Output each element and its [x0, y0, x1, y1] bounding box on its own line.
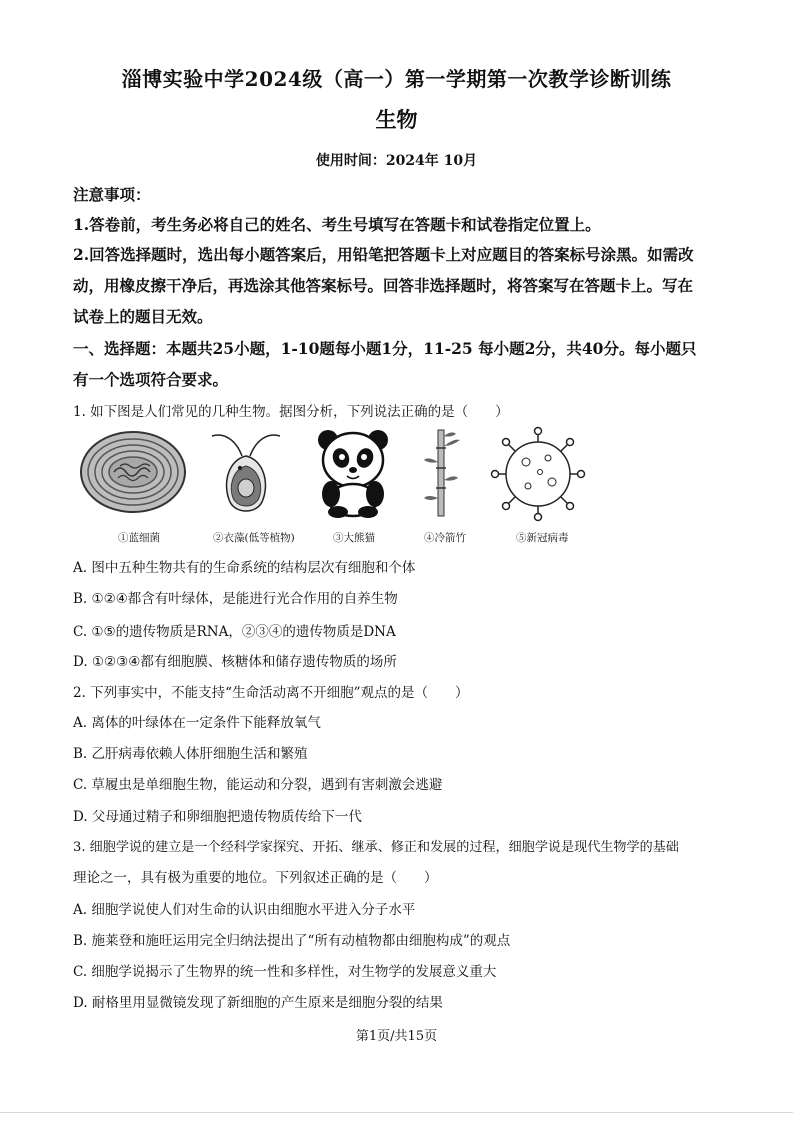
question-2-option-d: D. 父母通过精子和卵细胞把遗传物质传给下一代 — [73, 809, 362, 825]
question-2-option-a: A. 离体的叶绿体在一定条件下能释放氧气 — [73, 715, 321, 731]
question-1-figure — [78, 426, 618, 526]
question-1-option-c: C. ①⑤的遗传物质是RNA，②③④的遗传物质是DNA — [73, 624, 396, 640]
question-1-option-d: D. ①②③④都有细胞膜、核糖体和储存遗传物质的场所 — [73, 654, 397, 670]
use-time: 使用时间：2024年 10月 — [315, 153, 478, 169]
chlamydomonas-icon — [206, 426, 286, 522]
question-1-option-a: A. 图中五种生物共有的生命系统的结构层次有细胞和个体 — [73, 560, 416, 576]
section-heading-line-1: 一、选择题：本题共25小题，1-10题每小题1分，11-25 每小题2分，共40分。每小题只 — [73, 339, 697, 358]
figure-caption-1: ①蓝细菌 — [118, 532, 160, 544]
question-3-stem-line-2: 理论之一，具有极为重要的地位。下列叙述正确的是（ ） — [73, 870, 438, 886]
notice-item-2-line-2: 动，用橡皮擦干净后，再选涂其他答案标号。回答非选择题时，将答案写在答题卡上。写在 — [73, 276, 694, 295]
notice-item-1: 1.答卷前，考生务必将自己的姓名、考生号填写在答题卡和试卷指定位置上。 — [73, 215, 601, 234]
cyanobacteria-icon — [78, 426, 188, 518]
question-1-stem: 1. 如下图是人们常见的几种生物。据图分析，下列说法正确的是（ ） — [73, 404, 509, 420]
notice-heading: 注意事项： — [73, 185, 151, 204]
question-3-option-c: C. 细胞学说揭示了生物界的统一性和多样性，对生物学的发展意义重大 — [73, 964, 497, 980]
notice-item-2-line-3: 试卷上的题目无效。 — [73, 307, 213, 326]
question-2-stem: 2. 下列事实中，不能支持“生命活动离不开细胞”观点的是（ ） — [73, 685, 469, 701]
question-3-stem-line-1: 3. 细胞学说的建立是一个经科学家探究、开拓、继承、修正和发展的过程，细胞学说是现代生物学的基础 — [73, 840, 679, 855]
question-3-option-b: B. 施莱登和施旺运用完全归纳法提出了“所有动植物都由细胞构成”的观点 — [73, 933, 511, 949]
page-bottom-divider — [0, 1112, 793, 1113]
coronavirus-icon — [490, 426, 586, 522]
bamboo-icon — [422, 426, 462, 518]
panda-icon — [314, 426, 392, 518]
question-2-option-c: C. 草履虫是单细胞生物，能运动和分裂，遇到有害刺激会逃避 — [73, 777, 443, 793]
question-3-option-d: D. 耐格里用显微镜发现了新细胞的产生原来是细胞分裂的结果 — [73, 995, 443, 1011]
subject-title: 生物 — [375, 107, 418, 132]
section-heading-line-2: 有一个选项符合要求。 — [73, 370, 229, 389]
question-1-option-b: B. ①②④都含有叶绿体，是能进行光合作用的自养生物 — [73, 591, 398, 607]
figure-caption-5: ⑤新冠病毒 — [516, 532, 569, 544]
figure-caption-4: ④冷箭竹 — [424, 532, 466, 544]
figure-caption-3: ③大熊猫 — [333, 532, 375, 544]
question-2-option-b: B. 乙肝病毒依赖人体肝细胞生活和繁殖 — [73, 746, 308, 762]
figure-caption-2: ②衣藻(低等植物) — [213, 532, 295, 544]
notice-item-2-line-1: 2.回答选择题时，选出每小题答案后，用铅笔把答题卡上对应题目的答案标号涂黑。如需改 — [73, 245, 694, 264]
page-number: 第1页/共15页 — [355, 1029, 438, 1044]
exam-title: 淄博实验中学2024级（高一）第一学期第一次教学诊断训练 — [121, 67, 672, 91]
question-3-option-a: A. 细胞学说使人们对生命的认识由细胞水平进入分子水平 — [73, 902, 416, 918]
